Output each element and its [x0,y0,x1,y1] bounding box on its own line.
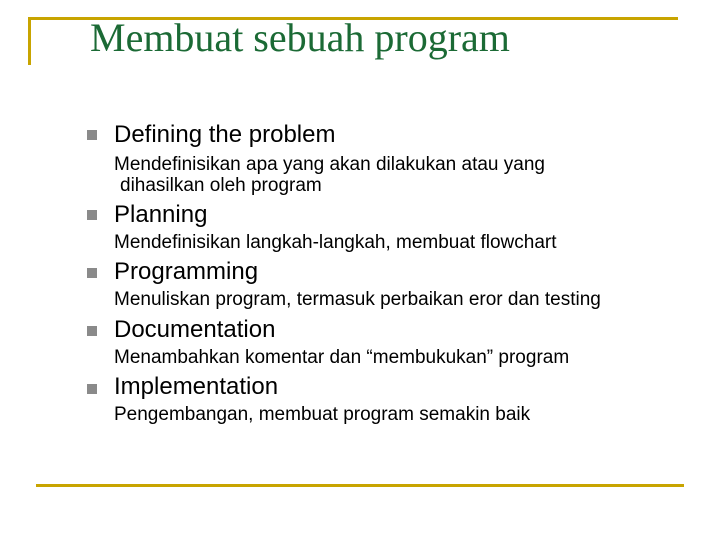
item-description-line: Mendefinisikan apa yang akan dilakukan atau yang [114,154,545,175]
slide-title: Membuat sebuah program [90,15,510,60]
item-description [114,232,694,253]
item-description [114,347,694,368]
item-title: Defining the problem [114,121,336,148]
item-title: Documentation [114,316,276,343]
frame-line-bottom [36,484,684,487]
item-description-line: Pengembangan, membuat program semakin baik [114,404,531,425]
item-description-line: Menuliskan program, termasuk perbaikan eror dan testing [114,289,601,310]
bullet-square-icon [87,130,97,140]
bullet-square-icon [87,268,97,278]
item-title: Implementation [114,373,279,400]
item-description [114,404,694,425]
item-description [114,289,694,310]
item-title: Programming [114,258,259,285]
frame-line-left [28,17,31,65]
item-description [114,154,694,196]
item-description-line: Menambahkan komentar dan “membukukan” program [114,347,570,368]
item-description-line: Mendefinisikan langkah-langkah, membuat flowchart [114,232,557,253]
item-title: Planning [114,201,208,228]
item-description-line: dihasilkan oleh program [120,175,322,196]
bullet-square-icon [87,384,97,394]
bullet-square-icon [87,210,97,220]
bullet-square-icon [87,326,97,336]
